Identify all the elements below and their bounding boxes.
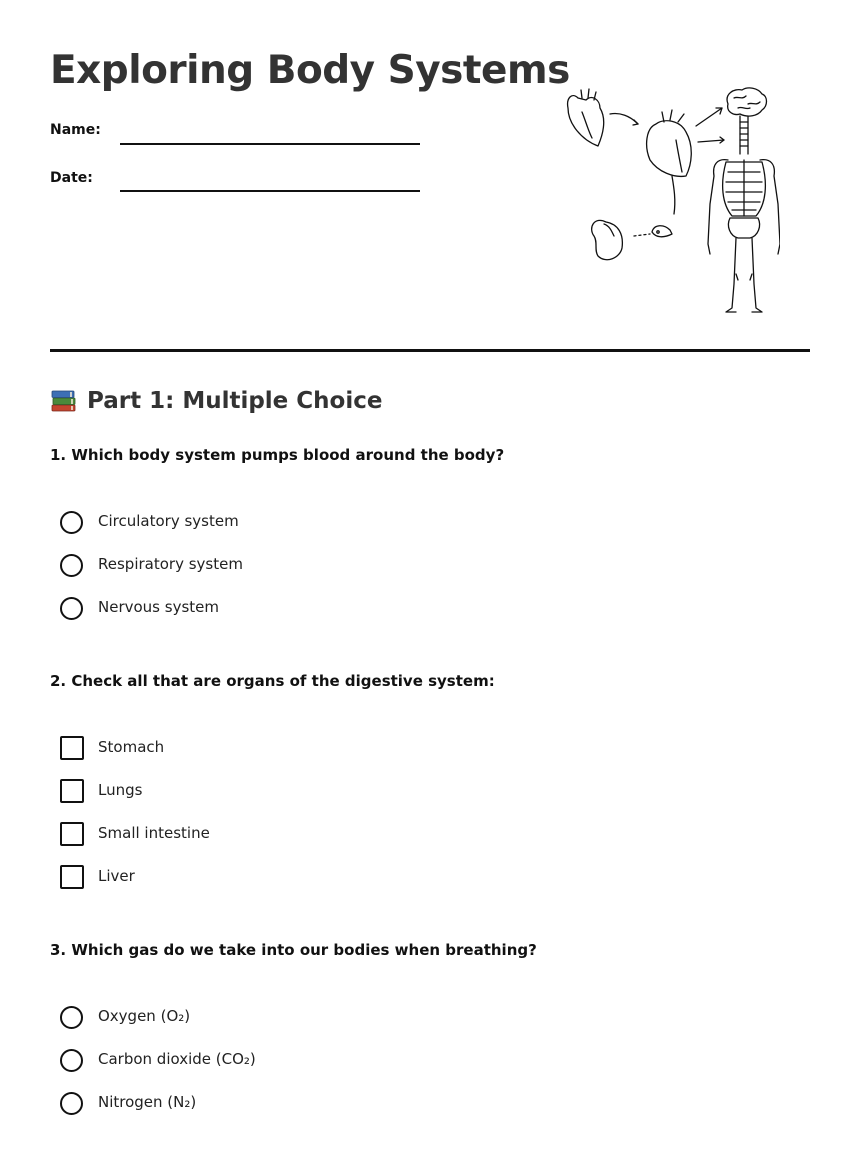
skeleton-icon [708, 116, 780, 312]
date-write-line[interactable] [120, 190, 420, 192]
arrow-to-spine [698, 140, 724, 142]
name-write-line[interactable] [120, 143, 420, 145]
part1-heading [50, 388, 382, 414]
question-3-text: 3. Which gas do we take into our bodies when breathing? [50, 941, 537, 959]
arrow-to-heart [610, 113, 638, 124]
question-2-text: 2. Check all that are organs of the digestive system: [50, 672, 495, 690]
radio-button[interactable] [60, 597, 83, 620]
dotted-connector [634, 234, 650, 236]
q3-option-1-label: Oxygen (O₂) [98, 1007, 191, 1025]
q3-option-3[interactable] [60, 1091, 197, 1115]
gallbladder-icon [652, 226, 672, 237]
part1-title: Part 1: Multiple Choice [87, 388, 383, 414]
q2-option-3-label: Small intestine [98, 824, 210, 842]
radio-button[interactable] [60, 1092, 83, 1115]
q3-option-1[interactable] [60, 1005, 191, 1029]
radio-button[interactable] [60, 511, 83, 534]
checkbox[interactable] [60, 779, 84, 803]
q2-option-2[interactable] [60, 779, 143, 803]
question-1-text: 1. Which body system pumps blood around the body? [50, 446, 505, 464]
checkbox[interactable] [60, 736, 84, 760]
q2-option-1[interactable] [60, 736, 165, 760]
q2-option-4-label: Liver [98, 867, 135, 885]
q2-option-3[interactable] [60, 822, 210, 846]
checkbox[interactable] [60, 865, 84, 889]
q2-option-2-label: Lungs [98, 781, 143, 799]
q1-option-1-label: Circulatory system [98, 512, 239, 530]
section-divider [50, 349, 810, 352]
q2-option-4[interactable] [60, 865, 135, 889]
large-heart-icon [647, 110, 692, 214]
q2-option-1-label: Stomach [98, 738, 165, 756]
body-systems-illustration [558, 84, 780, 320]
worksheet-title: Exploring Body Systems [50, 48, 570, 93]
books-icon [50, 388, 77, 414]
radio-button[interactable] [60, 1006, 83, 1029]
q1-option-3[interactable] [60, 596, 219, 620]
stomach-icon [592, 220, 623, 259]
q1-option-2-label: Respiratory system [98, 555, 243, 573]
q1-option-1[interactable] [60, 510, 239, 534]
arrow-to-brain [696, 108, 722, 126]
date-label: Date: [50, 170, 93, 186]
radio-button[interactable] [60, 554, 83, 577]
q3-option-2[interactable] [60, 1048, 256, 1072]
checkbox[interactable] [60, 822, 84, 846]
radio-button[interactable] [60, 1049, 83, 1072]
q1-option-2[interactable] [60, 553, 243, 577]
brain-icon [727, 88, 766, 116]
q1-option-3-label: Nervous system [98, 598, 219, 616]
name-label: Name: [50, 122, 101, 138]
small-heart-icon [568, 89, 604, 146]
q3-option-3-label: Nitrogen (N₂) [98, 1093, 197, 1111]
q3-option-2-label: Carbon dioxide (CO₂) [98, 1050, 256, 1068]
